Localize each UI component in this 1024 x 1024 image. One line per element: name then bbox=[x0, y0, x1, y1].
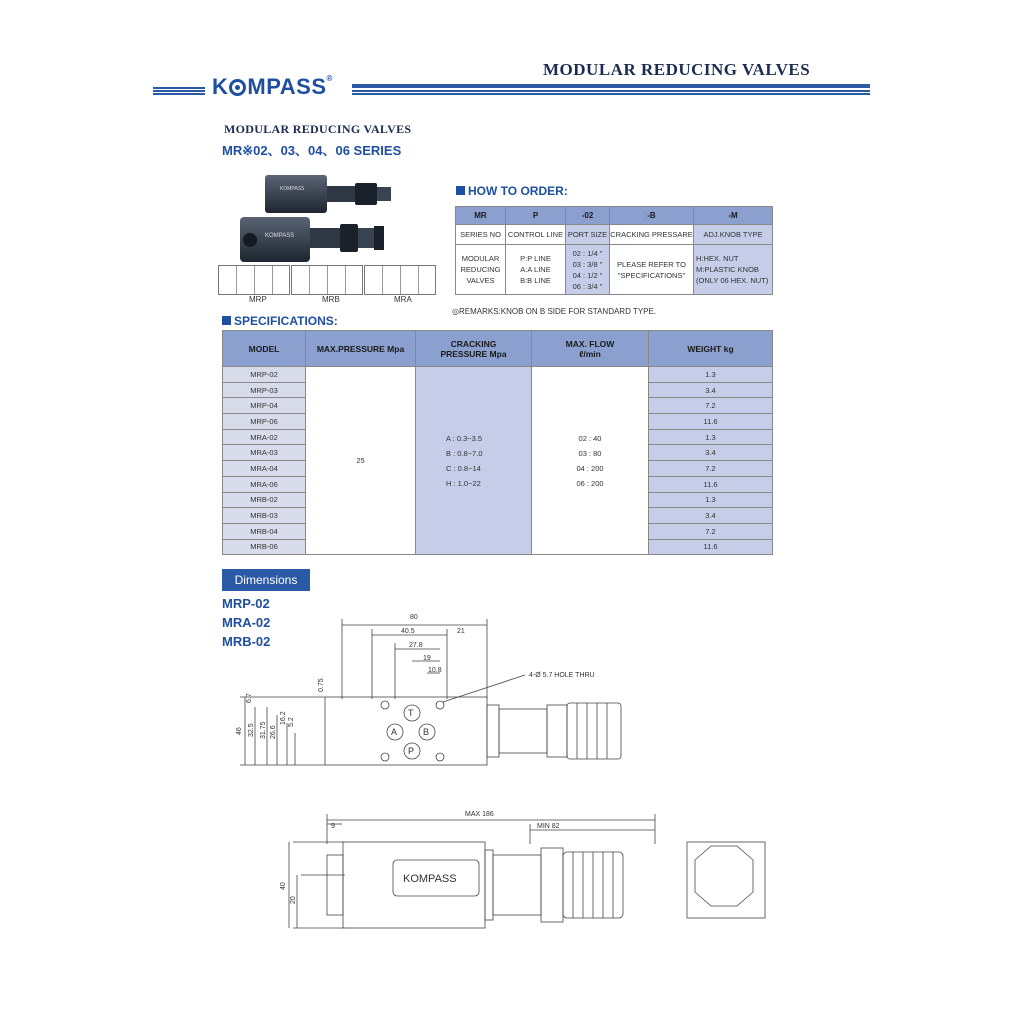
top-view-drawing bbox=[225, 605, 645, 780]
valve-photo bbox=[230, 170, 440, 265]
spec-model: MRA-02 bbox=[223, 429, 306, 445]
dim-label: 46 bbox=[236, 727, 243, 735]
dim-label: 40.5 bbox=[401, 628, 415, 635]
dim-label: 20 bbox=[290, 896, 297, 904]
spec-flow-value: 02 : 40 bbox=[578, 433, 602, 443]
order-row-name: CONTROL LINE bbox=[506, 225, 566, 245]
spec-model: MRB-02 bbox=[223, 492, 306, 508]
hydraulic-symbols bbox=[218, 265, 436, 307]
dim-label: 10.8 bbox=[428, 667, 442, 674]
dimension-model: MRA-02 bbox=[222, 615, 271, 630]
order-row-name: SERIES NO bbox=[456, 225, 506, 245]
order-cell-valves: MODULAR REDUCING VALVES bbox=[456, 245, 506, 295]
compass-icon bbox=[229, 79, 246, 96]
symbol-label: MRA bbox=[394, 295, 412, 304]
spec-flow-value: 06 : 200 bbox=[576, 478, 604, 488]
dim-label: MAX 186 bbox=[465, 811, 494, 818]
page-title: MODULAR REDUCING VALVES bbox=[543, 60, 811, 79]
spec-weight: 11.6 bbox=[649, 414, 773, 430]
dim-label: 80 bbox=[410, 614, 418, 621]
spec-weight: 3.4 bbox=[649, 382, 773, 398]
hole-note: 4-Ø 5.7 HOLE THRU bbox=[529, 672, 595, 679]
dimension-model: MRB-02 bbox=[222, 634, 271, 649]
spec-weight: 1.3 bbox=[649, 429, 773, 445]
order-cell-refer: PLEASE REFER TO "SPECIFICATIONS" bbox=[610, 245, 694, 295]
symbol-label: MRP bbox=[249, 295, 267, 304]
dimension-model: MRP-02 bbox=[222, 596, 270, 611]
spec-model: MRB-04 bbox=[223, 523, 306, 539]
dim-label: 40 bbox=[280, 882, 287, 890]
spec-flow-value: 03 : 80 bbox=[578, 448, 602, 458]
remarks-note: ◎REMARKS:KNOB ON B SIDE FOR STANDARD TYPE. bbox=[452, 307, 657, 316]
spec-weight: 1.3 bbox=[649, 492, 773, 508]
svg-text:KOMPASS: KOMPASS bbox=[265, 233, 295, 239]
spec-model: MRP-06 bbox=[223, 414, 306, 430]
nameplate-text: KOMPASS bbox=[403, 873, 457, 885]
order-row-name: CRACKING PRESSARE bbox=[610, 225, 694, 245]
order-table bbox=[455, 206, 773, 295]
spec-cracking-value: B : 0.8~7.0 bbox=[446, 448, 483, 458]
spec-row bbox=[223, 367, 773, 383]
symbol-mrp-icon bbox=[218, 265, 290, 295]
spec-max-pressure: 25 bbox=[306, 367, 416, 555]
spec-flow bbox=[532, 367, 649, 555]
port-label: P bbox=[408, 746, 415, 756]
spec-model: MRA-04 bbox=[223, 461, 306, 477]
spec-header-flow: MAX. FLOW ℓ/min bbox=[532, 331, 649, 367]
dim-label: 0.75 bbox=[318, 678, 325, 692]
dim-label: MIN 82 bbox=[537, 823, 560, 830]
dim-label: 19 bbox=[423, 655, 431, 662]
dim-label: 21 bbox=[457, 628, 465, 635]
spec-weight: 7.2 bbox=[649, 398, 773, 414]
spec-model: MRA-06 bbox=[223, 476, 306, 492]
spec-weight: 7.2 bbox=[649, 523, 773, 539]
symbol-mra-icon bbox=[364, 265, 436, 295]
spec-header-cracking: CRACKING PRESSURE Mpa bbox=[416, 331, 532, 367]
order-header: -B bbox=[610, 207, 694, 225]
dim-label: 16.2 bbox=[280, 711, 287, 725]
side-view-drawing bbox=[275, 800, 775, 940]
spec-cracking-value: C : 0.8~14 bbox=[446, 463, 481, 473]
order-cell-lines: P:P LINE A:A LINE B:B LINE bbox=[506, 245, 566, 295]
dim-label: 27.8 bbox=[409, 642, 423, 649]
dim-label: 31.75 bbox=[260, 721, 267, 739]
spec-weight: 11.6 bbox=[649, 539, 773, 555]
spec-weight: 1.3 bbox=[649, 367, 773, 383]
spec-header-model: MODEL bbox=[223, 331, 306, 367]
spec-cracking-value: A : 0.3~3.5 bbox=[446, 433, 483, 443]
port-label: B bbox=[423, 727, 430, 737]
port-label: A bbox=[391, 727, 398, 737]
spec-model: MRP-03 bbox=[223, 382, 306, 398]
spec-weight: 3.4 bbox=[649, 508, 773, 524]
dim-label: 5.2 bbox=[288, 717, 295, 727]
symbol-mrb-icon bbox=[291, 265, 363, 295]
header-rule-left bbox=[153, 87, 205, 96]
spec-cracking bbox=[416, 367, 532, 555]
dim-label: 6.7 bbox=[246, 693, 253, 703]
spec-model: MRA-03 bbox=[223, 445, 306, 461]
spec-weight: 11.6 bbox=[649, 476, 773, 492]
port-label: T bbox=[408, 708, 414, 718]
dimensions-tab: Dimensions bbox=[222, 569, 310, 591]
symbol-label: MRB bbox=[322, 295, 340, 304]
specifications-heading: SPECIFICATIONS: bbox=[222, 314, 338, 328]
specifications-table bbox=[222, 330, 773, 555]
order-header: -M bbox=[694, 207, 773, 225]
order-row-name: PORT SIZE bbox=[566, 225, 610, 245]
spec-model: MRP-04 bbox=[223, 398, 306, 414]
order-cell-knob: H:HEX. NUT M:PLASTIC KNOB (ONLY 06 HEX. NUT) bbox=[694, 245, 773, 295]
spec-weight: 3.4 bbox=[649, 445, 773, 461]
order-header: MR bbox=[456, 207, 506, 225]
spec-model: MRB-03 bbox=[223, 508, 306, 524]
order-header: P bbox=[506, 207, 566, 225]
dim-label: 32.5 bbox=[248, 723, 255, 737]
series-title: MR※02、03、04、06 SERIES bbox=[222, 143, 402, 158]
order-header: -02 bbox=[566, 207, 610, 225]
spec-model: MRP-02 bbox=[223, 367, 306, 383]
header-rule-right bbox=[352, 84, 870, 96]
spec-weight: 7.2 bbox=[649, 461, 773, 477]
spec-header-pressure: MAX.PRESSURE Mpa bbox=[306, 331, 416, 367]
spec-header-weight: WEIGHT kg bbox=[649, 331, 773, 367]
section-subtitle: MODULAR REDUCING VALVES bbox=[224, 122, 412, 136]
how-to-order-heading: HOW TO ORDER: bbox=[456, 184, 568, 198]
order-row-name: ADJ.KNOB TYPE bbox=[694, 225, 773, 245]
brand-logo: K MPASS® bbox=[212, 74, 333, 99]
spec-cracking-value: H : 1.0~22 bbox=[446, 478, 481, 488]
spec-flow-value: 04 : 200 bbox=[576, 463, 604, 473]
dim-label: 26.6 bbox=[270, 725, 277, 739]
dim-label: 9 bbox=[331, 823, 335, 830]
svg-text:KOMPASS: KOMPASS bbox=[280, 186, 305, 192]
spec-model: MRB-06 bbox=[223, 539, 306, 555]
order-cell-ports: 02 : 1/4 " 03 : 3/8 " 04 : 1/2 " 06 : 3/4 " bbox=[566, 245, 610, 295]
